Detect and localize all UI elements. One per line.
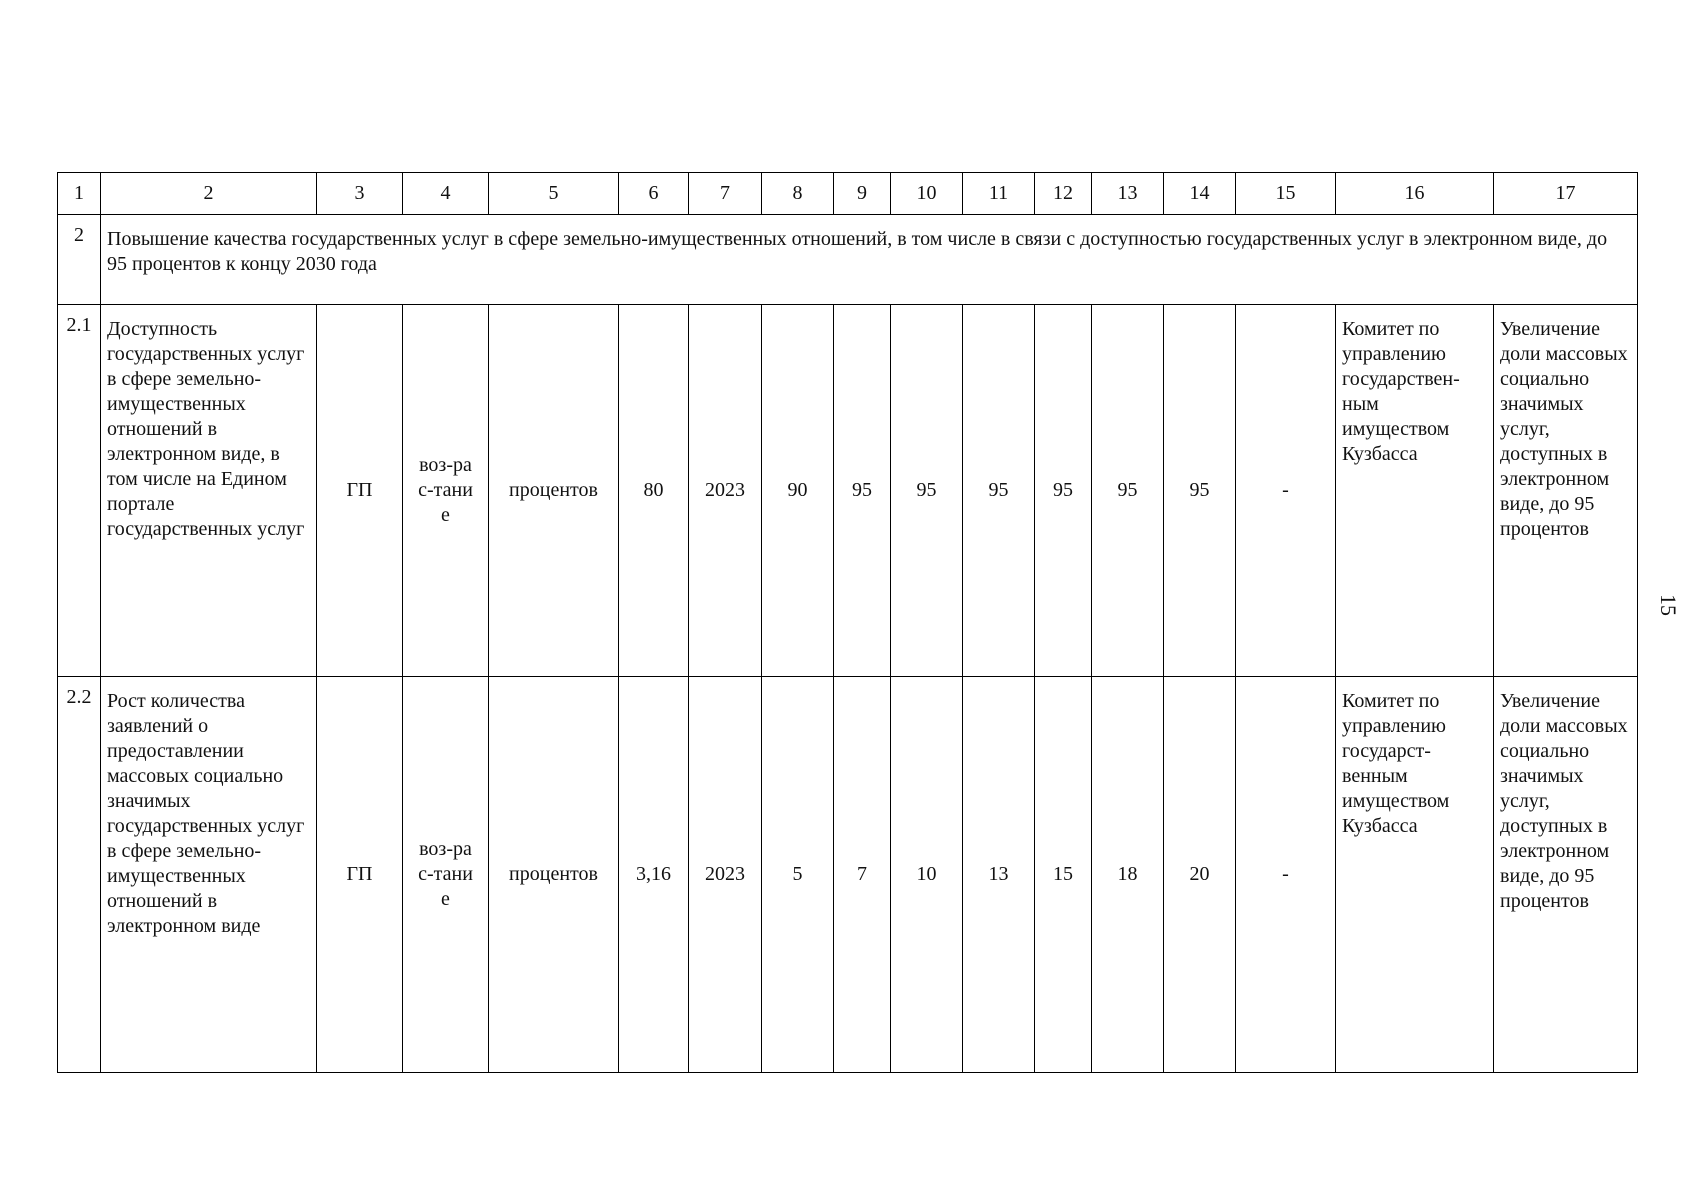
row-index: 2.1 (58, 305, 101, 677)
related-result: Увеличение доли массовых социально значимых услуг, доступных в электронном виде, до 95 процентов (1494, 677, 1638, 1073)
column-number: 3 (317, 173, 403, 215)
row-index: 2.2 (58, 677, 101, 1073)
indicator-trend (403, 677, 489, 1073)
column-number: 5 (489, 173, 619, 215)
value-cell: 95 (1164, 305, 1236, 677)
value-cell: 18 (1092, 677, 1164, 1073)
column-number: 9 (834, 173, 891, 215)
indicator-name: Рост количества заявлений о предоставлении массовых социально значимых государственных услуг в сфере земельно-имущественных отношений в электронном виде (101, 677, 317, 1073)
indicator-unit: процентов (489, 677, 619, 1073)
base-value: 80 (619, 305, 689, 677)
value-cell: 10 (891, 677, 963, 1073)
base-year: 2023 (689, 677, 762, 1073)
value-cell: 95 (1035, 305, 1092, 677)
column-number: 16 (1336, 173, 1494, 215)
responsible-body: Комитет по управлению государствен-ным имуществом Кузбасса (1336, 305, 1494, 677)
trend-text: воз-рас-тание (418, 838, 473, 910)
table-row (58, 305, 1638, 677)
indicator-trend (403, 305, 489, 677)
page-number: 15 (1656, 594, 1681, 616)
column-number: 10 (891, 173, 963, 215)
base-year: 2023 (689, 305, 762, 677)
column-number: 11 (963, 173, 1035, 215)
value-cell: 95 (1092, 305, 1164, 677)
value-cell: 95 (891, 305, 963, 677)
value-cell: - (1236, 677, 1336, 1073)
column-number: 6 (619, 173, 689, 215)
value-cell: 13 (963, 677, 1035, 1073)
indicator-level: ГП (317, 677, 403, 1073)
column-number: 2 (101, 173, 317, 215)
related-result: Увеличение доли массовых социально значимых услуг, доступных в электронном виде, до 95 процентов (1494, 305, 1638, 677)
column-number: 12 (1035, 173, 1092, 215)
value-cell: - (1236, 305, 1336, 677)
column-number: 15 (1236, 173, 1336, 215)
value-cell: 15 (1035, 677, 1092, 1073)
goal-number: 2 (58, 215, 101, 305)
indicator-level: ГП (317, 305, 403, 677)
goal-text: Повышение качества государственных услуг в сфере земельно-имущественных отношений, в том числе в связи с доступностью государственных услуг в электронном виде, до 95 процентов к концу 2030 года (101, 215, 1638, 305)
column-number: 17 (1494, 173, 1638, 215)
indicator-name: Доступность государственных услуг в сфере земельно-имущественных отношений в электронном виде, в том числе на Едином портале государственных услуг (101, 305, 317, 677)
column-number: 4 (403, 173, 489, 215)
value-cell: 5 (762, 677, 834, 1073)
base-value: 3,16 (619, 677, 689, 1073)
trend-text: воз-рас-тание (418, 454, 473, 526)
column-number: 8 (762, 173, 834, 215)
responsible-body: Комитет по управлению государст-венным имуществом Кузбасса (1336, 677, 1494, 1073)
column-number: 14 (1164, 173, 1236, 215)
column-number: 7 (689, 173, 762, 215)
column-number: 1 (58, 173, 101, 215)
indicators-table (57, 172, 1638, 1073)
column-number: 13 (1092, 173, 1164, 215)
indicator-unit: процентов (489, 305, 619, 677)
table-row (58, 677, 1638, 1073)
value-cell: 90 (762, 305, 834, 677)
goal-row (58, 215, 1638, 305)
value-cell: 95 (963, 305, 1035, 677)
value-cell: 95 (834, 305, 891, 677)
value-cell: 7 (834, 677, 891, 1073)
value-cell: 20 (1164, 677, 1236, 1073)
column-number-row (58, 173, 1638, 215)
